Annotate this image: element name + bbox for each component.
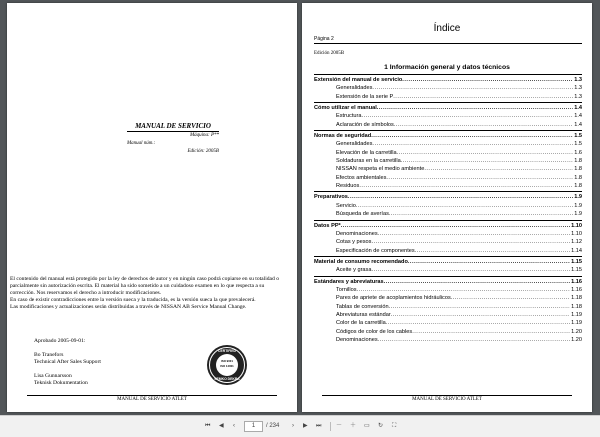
legal-notice (10, 276, 285, 311)
toc-page-number: 1.4 (574, 105, 582, 112)
toc-label: Pares de apriete de acoplamientos hidráulicos (336, 295, 451, 302)
fullscreen-icon[interactable]: ⛶ (392, 423, 397, 429)
toc-page-number: 1.3 (574, 93, 582, 100)
toc-leader-dots (341, 222, 570, 230)
toc-leader-dots (372, 140, 573, 148)
toc-label: Denominaciones (336, 336, 378, 343)
chapter-heading: 1 Información general y datos técnicos (384, 64, 510, 71)
toc-leader-dots (362, 112, 574, 120)
toc-page-number: 1.10 (571, 222, 582, 229)
legal-paragraph: En caso de existir contradicciones entre la versión sueca y la traducida, es la versión sueca la que prevalecerá. (10, 297, 256, 303)
toc-leader-dots (394, 121, 573, 129)
toc-section (314, 130, 582, 190)
toc-label: Cotas y pesos (336, 239, 372, 246)
toc-page-number: 1.9 (574, 211, 582, 218)
machine-label: Máquina: P** (189, 133, 219, 138)
toc-page-number: 1.4 (574, 121, 582, 128)
manual-title: MANUAL DE SERVICIO (127, 122, 219, 132)
toc-leader-dots (415, 247, 570, 255)
toc-label: Aclaración de símbolos (336, 121, 394, 128)
toc-label: Efectos ambientales (336, 174, 387, 181)
toc-leader-dots (401, 157, 574, 165)
header-rule (314, 43, 582, 44)
fit-page-icon[interactable]: ▭ (364, 423, 370, 429)
toc-entry[interactable] (314, 230, 582, 238)
toc-label: Abreviaturas estándar (336, 311, 391, 318)
toc-page-number: 1.3 (574, 77, 582, 83)
toc-label: Tornillos (336, 286, 357, 293)
toc-leader-dots (389, 303, 571, 311)
page-number-input[interactable]: 1 (244, 421, 263, 432)
toc-page-number: 1.12 (571, 239, 582, 246)
index-title: Índice (433, 23, 461, 34)
toc-label: Aceite y grasa (336, 267, 372, 274)
toc-page-number: 1.8 (574, 158, 582, 165)
toc-label: Datos PP* (314, 222, 341, 229)
toc-label: NISSAN respeta el medio ambiente (336, 166, 425, 173)
toc-entry[interactable] (314, 93, 582, 101)
toc-leader-dots (371, 132, 573, 140)
toc-leader-dots (378, 230, 570, 238)
toc-page-number: 1.9 (574, 202, 582, 209)
last-page-icon[interactable]: ⏭ (316, 423, 322, 429)
toc-label: Tablas de conversión (336, 303, 389, 310)
toc-label: Extensión de la serie P (336, 93, 394, 100)
manual-number-label: Manual núm.: (127, 141, 156, 146)
toc-label: Estructura (336, 113, 362, 120)
toc-entry[interactable] (314, 121, 582, 129)
toc-entry[interactable] (314, 84, 582, 92)
legal-paragraph: El contenido del manual está protegido por la ley de derechos de autor y en ningún caso podrá copiarse en su totalidad o parcialmente sin autorización escrita. El material ha sido sometido a un cuidadoso examen en lo que respecta a su corrección. Nos reservamos el derecho a introducir modificaciones. (10, 276, 280, 296)
zoom-out-icon[interactable]: － (336, 423, 343, 429)
signer-1: Bo Tranefors Technical After Sales Support (34, 352, 101, 365)
toc-label: Denominaciones (336, 230, 378, 237)
toc-leader-dots (348, 193, 573, 201)
viewer-toolbar (0, 415, 600, 437)
toc-label: Extensión del manual de servicio (314, 77, 403, 83)
toc-leader-dots (371, 266, 570, 274)
toc-entry[interactable] (314, 336, 582, 344)
toc-label: Servicio (336, 202, 356, 209)
first-page-icon[interactable]: ⏮ (205, 423, 211, 429)
toc-label: Normas de seguridad (314, 133, 372, 140)
toc-entry[interactable] (314, 328, 582, 336)
toc-entry[interactable] (314, 210, 582, 218)
toc-entry[interactable] (314, 165, 582, 173)
toc-entry[interactable] (314, 182, 582, 190)
toc-section-heading[interactable] (314, 222, 582, 230)
toc-label: Especificación de componentes (336, 247, 415, 254)
toc-leader-dots (372, 84, 573, 92)
next-page-icon[interactable]: › (292, 423, 294, 429)
manual-info-box (127, 122, 219, 156)
toc-entry[interactable] (314, 202, 582, 210)
zoom-in-icon[interactable]: ＋ (350, 423, 357, 429)
toc-page-number: 1.8 (574, 174, 582, 181)
toc-section (314, 102, 582, 129)
edition-label: Edición 2005B (314, 51, 345, 56)
toc-page-number: 1.14 (571, 247, 582, 254)
toc-leader-dots (408, 258, 570, 266)
edition-label: Edición: 2005B (187, 149, 219, 154)
toc-label: Estándares y abreviaturas (314, 278, 384, 285)
toc-entry[interactable] (314, 294, 582, 302)
toc-section (314, 220, 582, 255)
rotate-icon[interactable]: ↻ (378, 423, 384, 429)
toc-entry[interactable] (314, 319, 582, 327)
toc-section (314, 256, 582, 275)
toc-entry[interactable] (314, 238, 582, 246)
legal-paragraph: Las modificaciones y actualizaciones serán distribuidas a través de NISSAN AB Service Manual Change. (10, 304, 247, 310)
toc-page-number: 1.5 (574, 141, 582, 148)
toc-leader-dots (377, 104, 573, 112)
page-footer: MANUAL DE SERVICIO ATLET (27, 395, 277, 402)
toc-page-number: 1.10 (571, 230, 582, 237)
toc-entry[interactable] (314, 303, 582, 311)
toc-leader-dots (412, 328, 570, 336)
toc-leader-dots (393, 93, 573, 101)
toc-page-number: 1.15 (571, 267, 582, 274)
toc-page-number: 1.8 (574, 166, 582, 173)
signer-2: Lisa Gunnarsson Teknisk Dokumentation (34, 373, 88, 386)
toc-label: Generalidades (336, 141, 373, 148)
toc-leader-dots (359, 182, 573, 190)
toc-page-number: 1.5 (574, 133, 582, 140)
toc-label: Generalidades (336, 85, 373, 92)
toc-section-heading[interactable] (314, 258, 582, 266)
toc-leader-dots (389, 210, 573, 218)
total-pages: / 234 (266, 423, 280, 429)
toc-page-number: 1.3 (574, 85, 582, 92)
toc-page-number: 1.4 (574, 113, 582, 120)
toc-page-number: 1.16 (571, 286, 582, 293)
toc-label: Códigos de color de los cables (336, 328, 413, 335)
toc-entry[interactable] (314, 112, 582, 120)
toc-page-number: 1.8 (574, 183, 582, 190)
toc-entry[interactable] (314, 247, 582, 255)
page-footer: MANUAL DE SERVICIO ATLET (322, 395, 572, 402)
toc-page-number: 1.9 (574, 194, 582, 201)
toc-label: Residuos (336, 183, 360, 190)
toc-section (314, 191, 582, 218)
toc-label: Preparativos (314, 194, 348, 201)
table-of-contents (314, 74, 582, 345)
left-page (7, 3, 297, 412)
toc-label: Soldaduras en la carretilla (336, 158, 401, 165)
approval-date: Aprobado 2005-09-01: (34, 338, 86, 344)
toc-label: Elevación de la carretilla (336, 149, 397, 156)
toc-leader-dots (356, 202, 573, 210)
toc-section-heading[interactable] (314, 132, 582, 140)
toc-entry[interactable] (314, 149, 582, 157)
toc-leader-dots (391, 311, 570, 319)
toc-leader-dots (397, 149, 574, 157)
certification-seal-icon: CERTIFIED ISO 9001 ISO 14001 SEMKO DEKRA (207, 345, 247, 385)
toc-leader-dots (386, 319, 570, 327)
toc-entry[interactable] (314, 157, 582, 165)
toc-leader-dots (451, 294, 570, 302)
toc-leader-dots (357, 286, 571, 294)
toc-leader-dots (378, 336, 570, 344)
toc-page-number: 1.18 (571, 303, 582, 310)
prev-arrow-icon[interactable]: ‹ (233, 423, 235, 429)
toc-entry[interactable] (314, 311, 582, 319)
toc-page-number: 1.16 (571, 278, 582, 285)
toc-section-heading[interactable] (314, 193, 582, 201)
toc-label: Color de la carretilla (336, 320, 386, 327)
right-page (302, 3, 592, 412)
toc-leader-dots (371, 238, 570, 246)
toc-page-number: 1.15 (571, 258, 582, 265)
prev-page-icon[interactable]: ◀ (219, 423, 224, 429)
toc-entry[interactable] (314, 286, 582, 294)
toc-page-number: 1.20 (571, 328, 582, 335)
toc-section-heading[interactable] (314, 104, 582, 112)
toc-label: Material de consumo recomendado (314, 258, 408, 265)
toc-section-heading[interactable] (314, 278, 582, 286)
toc-page-number: 1.19 (571, 311, 582, 318)
toc-section (314, 74, 582, 101)
next-arrow-icon[interactable]: ▶ (303, 423, 308, 429)
toc-leader-dots (384, 278, 570, 286)
toc-entry[interactable] (314, 174, 582, 182)
toc-leader-dots (402, 76, 573, 84)
toc-entry[interactable] (314, 140, 582, 148)
toc-page-number: 1.18 (571, 295, 582, 302)
toc-page-number: 1.6 (574, 149, 582, 156)
toc-page-number: 1.19 (571, 320, 582, 327)
toc-page-number: 1.20 (571, 336, 582, 343)
toc-section (314, 276, 582, 345)
toc-section-heading[interactable] (314, 76, 582, 84)
toc-label: Búsqueda de averías (336, 211, 389, 218)
toc-label: Cómo utilizar el manual (314, 105, 377, 112)
page-number-label: Página 2 (314, 36, 334, 42)
toc-leader-dots (424, 165, 573, 173)
toc-leader-dots (386, 174, 573, 182)
toc-entry[interactable] (314, 266, 582, 274)
